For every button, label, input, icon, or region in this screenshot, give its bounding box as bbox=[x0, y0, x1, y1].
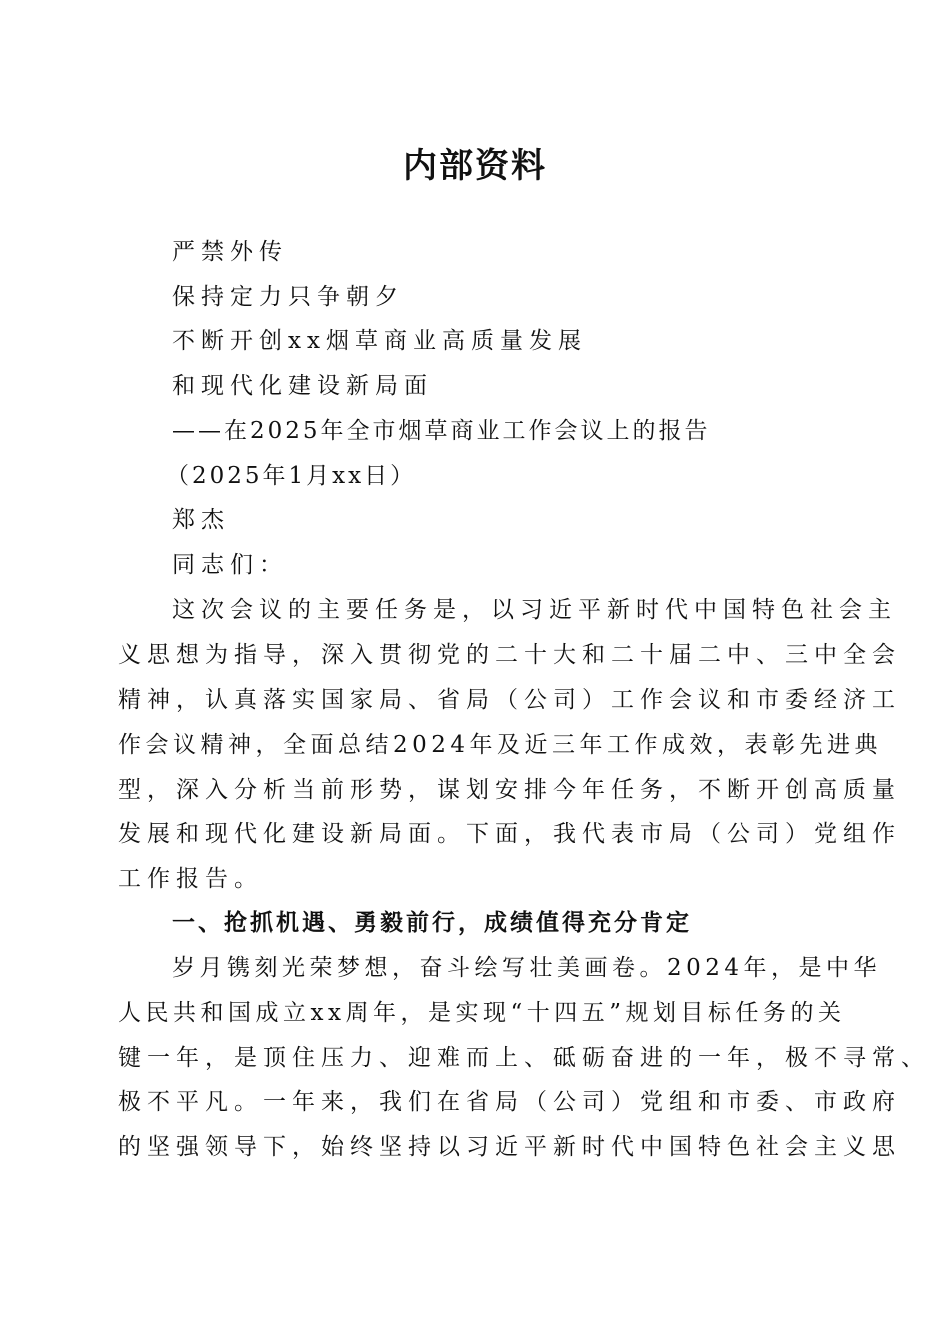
section-heading: 一、抢抓机遇、勇毅前行，成绩值得充分肯定 bbox=[172, 910, 692, 936]
confidential-note: 严禁外传 bbox=[172, 239, 288, 265]
document-title: 内部资料 bbox=[403, 146, 547, 186]
report-title-line-2: 不断开创xx烟草商业高质量发展 bbox=[172, 328, 587, 354]
paragraph-line: 键一年，是顶住压力、迎难而上、砥砺奋进的一年，极不寻常、 bbox=[118, 1045, 930, 1071]
paragraph-line: 义思想为指导，深入贯彻党的二十大和二十届二中、三中全会 bbox=[118, 642, 901, 668]
paragraph-line: 型，深入分析当前形势，谋划安排今年任务，不断开创高质量 bbox=[118, 777, 901, 803]
paragraph-line: 发展和现代化建设新局面。下面，我代表市局（公司）党组作 bbox=[118, 821, 901, 847]
report-subtitle: ——在2025年全市烟草商业工作会议上的报告 bbox=[172, 418, 711, 444]
paragraph-line: 的坚强领导下，始终坚持以习近平新时代中国特色社会主义思 bbox=[118, 1134, 901, 1160]
salutation: 同志们： bbox=[172, 552, 288, 578]
report-title-line-3: 和现代化建设新局面 bbox=[172, 373, 433, 399]
paragraph-line: 人民共和国成立xx周年，是实现“十四五”规划目标任务的关 bbox=[118, 1000, 846, 1026]
paragraph-line: 工作报告。 bbox=[118, 866, 263, 892]
paragraph-line: 精神，认真落实国家局、省局（公司）工作会议和市委经济工 bbox=[118, 687, 901, 713]
paragraph-line: 作会议精神，全面总结2024年及近三年工作成效，表彰先进典 bbox=[118, 732, 883, 758]
paragraph-line: 岁月镌刻光荣梦想，奋斗绘写壮美画卷。2024年，是中华 bbox=[172, 955, 882, 981]
author: 郑杰 bbox=[172, 507, 230, 533]
report-date: （2025年1月xx日） bbox=[166, 463, 417, 489]
report-title-line-1: 保持定力只争朝夕 bbox=[172, 284, 404, 310]
paragraph-line: 这次会议的主要任务是，以习近平新时代中国特色社会主 bbox=[172, 597, 897, 623]
paragraph-line: 极不平凡。一年来，我们在省局（公司）党组和市委、市政府 bbox=[118, 1089, 901, 1115]
